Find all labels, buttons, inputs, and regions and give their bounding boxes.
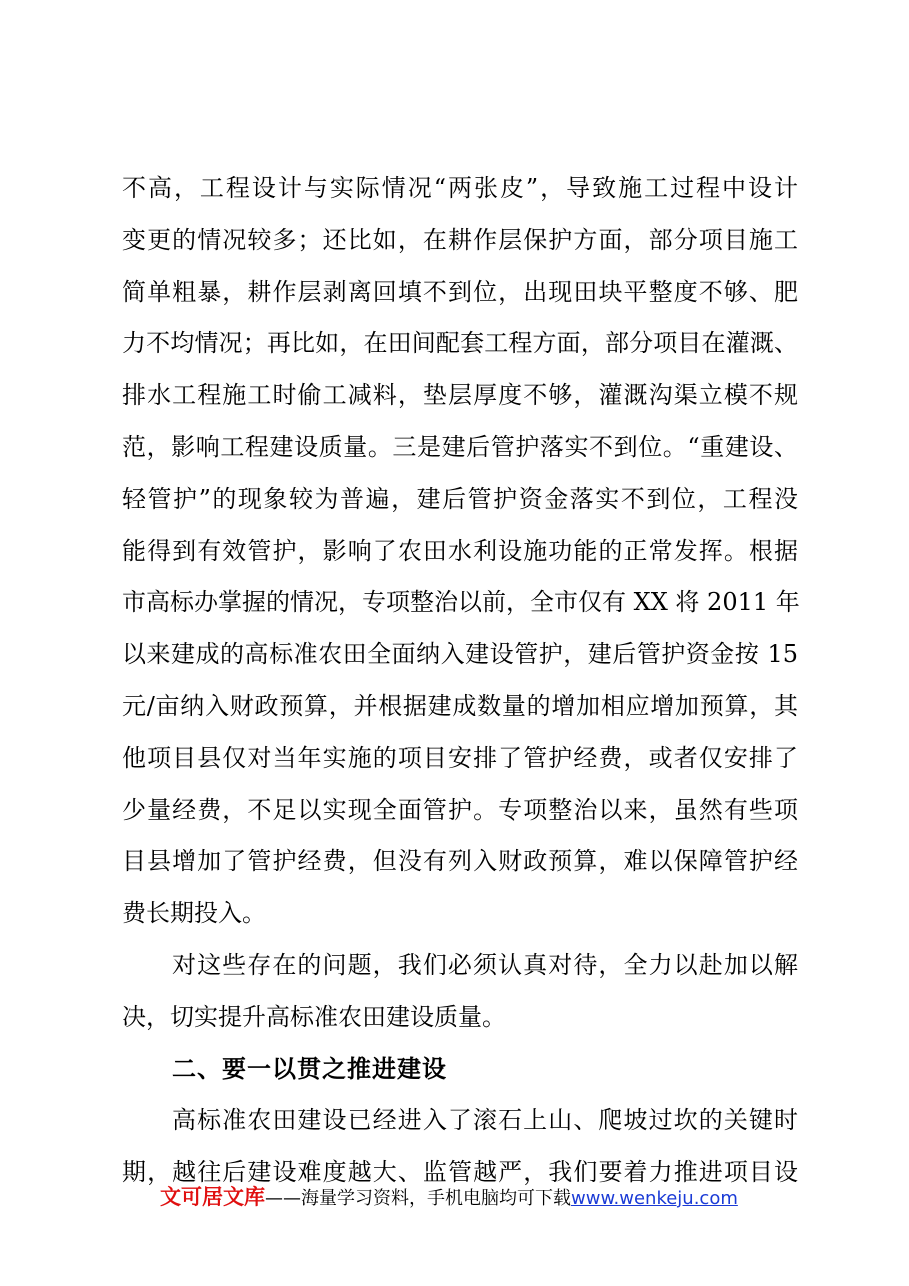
paragraph-line-15: 费长期投入。 (122, 899, 266, 928)
footer-link[interactable]: www.wenkeju.com (571, 1188, 738, 1209)
paragraph-line-7: 轻管护”的现象较为普遍，建后管护资金落实不到位，工程没 (122, 484, 798, 513)
paragraph-line-6: 范，影响工程建设质量。三是建后管护落实不到位。“重建设、 (122, 432, 798, 461)
footer-tagline: ——海量学习资料，手机电脑均可下载 (265, 1188, 571, 1209)
paragraph-line-13: 少量经费，不足以实现全面管护。专项整治以来，虽然有些项 (122, 795, 798, 824)
footer-banner (160, 1180, 780, 1214)
document-body (122, 163, 798, 1199)
paragraph-line-11: 元/亩纳入财政预算，并根据建成数量的增加相应增加预算，其 (122, 691, 798, 720)
paragraph-line-14: 目县增加了管护经费，但没有列入财政预算，难以保障管护经 (122, 847, 798, 876)
paragraph-line-4: 力不均情况；再比如，在田间配套工程方面，部分项目在灌溉、 (122, 329, 798, 358)
paragraph-line-12: 他项目县仅对当年实施的项目安排了管护经费，或者仅安排了 (122, 743, 798, 772)
paragraph-line-3: 简单粗暴，耕作层剥离回填不到位，出现田块平整度不够、肥 (122, 277, 798, 306)
section-heading: 二、要一以贯之推进建设 (172, 1054, 447, 1083)
paragraph-line-2: 变更的情况较多；还比如，在耕作层保护方面，部分项目施工 (122, 225, 798, 254)
paragraph-line-10: 以来建成的高标准农田全面纳入建设管护，建后管护资金按 15 (122, 640, 798, 669)
paragraph-line-20: 期，越往后建设难度越大、监管越严，我们要着力推进项目设 (122, 1158, 798, 1187)
paragraph-line-9: 市高标办掌握的情况，专项整治以前，全市仅有 XX 将 2011 年 (122, 588, 800, 617)
paragraph-line-1: 不高，工程设计与实际情况“两张皮”，导致施工过程中设计 (122, 174, 798, 202)
footer-brand: 文可居文库 (160, 1185, 265, 1209)
paragraph-line-19: 高标准农田建设已经进入了滚石上山、爬坡过坎的关键时 (172, 1106, 798, 1135)
paragraph-line-5: 排水工程施工时偷工减料，垫层厚度不够，灌溉沟渠立模不规 (122, 381, 798, 410)
paragraph-line-16: 对这些存在的问题，我们必须认真对待，全力以赴加以解 (172, 950, 798, 979)
paragraph-line-8: 能得到有效管护，影响了农田水利设施功能的正常发挥。根据 (122, 536, 798, 565)
paragraph-line-17: 决，切实提升高标准农田建设质量。 (122, 1002, 506, 1031)
